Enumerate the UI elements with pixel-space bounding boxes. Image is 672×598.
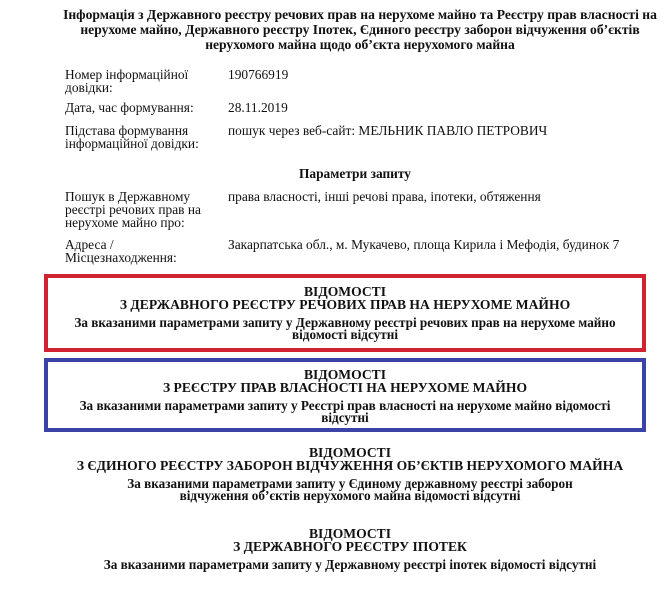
- section-heading: ВІДОМОСТІ: [303, 284, 387, 299]
- section-result: За вказаними параметрами запиту у Державному реєстрі речових прав на нерухоме майно відомості відсутні: [74, 315, 616, 342]
- section-result: За вказаними параметрами запиту у Державному реєстрі іпотек відомості відсутні: [103, 557, 597, 572]
- info-value: пошук через веб-сайт: МЕЛЬНИК ПАВЛО ПЕТРОВИЧ: [228, 123, 548, 138]
- section-real-property-rights-register: [44, 274, 646, 352]
- params-title: Параметри запиту: [299, 166, 411, 181]
- section-heading: ВІДОМОСТІ: [303, 367, 387, 382]
- section-subheading: З ЄДИНОГО РЕЄСТРУ ЗАБОРОН ВІДЧУЖЕННЯ ОБ’ЄКТІВ НЕРУХОМОГО МАЙНА: [76, 458, 624, 473]
- info-label: Підстава формування інформаційної довідки:: [65, 123, 199, 151]
- info-label: Дата, час формування:: [65, 100, 194, 115]
- param-value: Закарпатська обл., м. Мукачево, площа Кирила і Мефодія, будинок 7: [228, 237, 620, 252]
- document-title: Інформація з Державного реєстру речових прав на нерухоме майно та Реєстру прав власності на нерухоме майно, Державного реєстру Іпотек, Єдиного реєстру заборон відчуження об’єктів нерухомого майна щодо об’єкта нерухомого майна: [63, 7, 657, 52]
- section-subheading: З ДЕРЖАВНОГО РЕЄСТРУ ІПОТЕК: [233, 539, 467, 554]
- section-heading: ВІДОМОСТІ: [308, 445, 392, 460]
- section-mortgage-register: [40, 527, 660, 571]
- section-subheading: З РЕЄСТРУ ПРАВ ВЛАСНОСТІ НА НЕРУХОМЕ МАЙНО: [162, 380, 528, 395]
- info-value: 28.11.2019: [228, 100, 288, 115]
- section-subheading: З ДЕРЖАВНОГО РЕЄСТРУ РЕЧОВИХ ПРАВ НА НЕРУХОМЕ МАЙНО: [119, 297, 571, 312]
- info-value: 190766919: [228, 67, 289, 82]
- section-heading: ВІДОМОСТІ: [308, 526, 392, 541]
- section-result: За вказаними параметрами запиту у Реєстрі прав власності на нерухоме майно відомості відсутні: [79, 398, 611, 425]
- section-ownership-register: [44, 358, 646, 432]
- param-label: Пошук в Державному реєстрі речових прав на нерухоме майно про:: [65, 189, 201, 230]
- info-label: Номер інформаційної довідки:: [65, 67, 189, 95]
- section-result: За вказаними параметрами запиту у Єдиному державному реєстрі заборон відчуження об’єктів нерухомого майна відомості відсутні: [127, 476, 573, 503]
- param-value: права власності, інші речові права, іпотеки, обтяження: [228, 189, 541, 204]
- param-label: Адреса / Місцезнаходження:: [65, 237, 177, 265]
- section-alienation-bans-register: [40, 446, 660, 502]
